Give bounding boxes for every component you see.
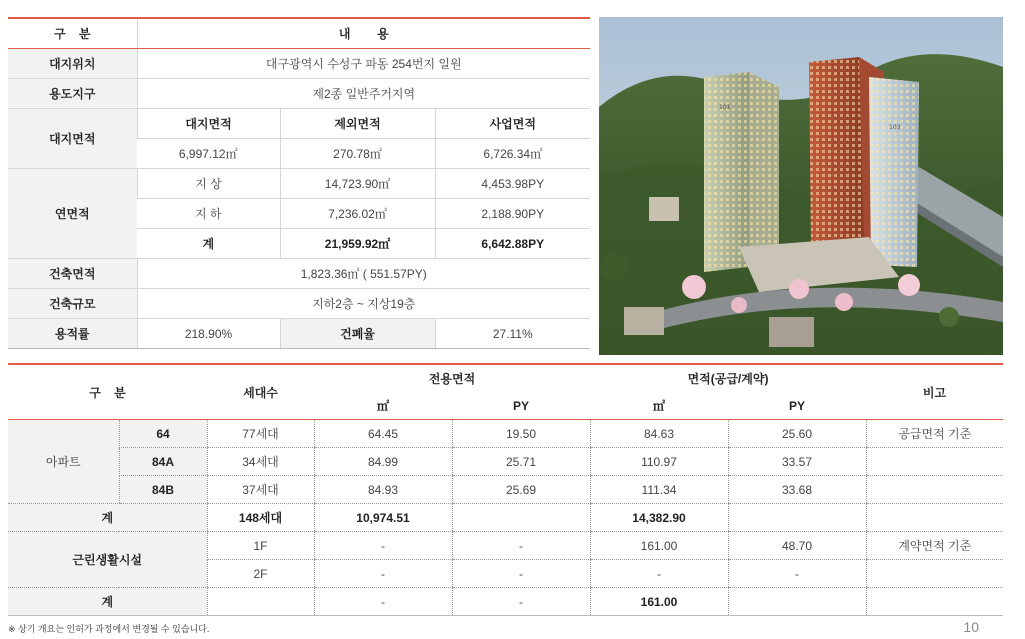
- apt-total-note: [866, 504, 1003, 532]
- gfa-below-sqm: 7,236.02㎡: [280, 199, 435, 229]
- unit-header-ex-py: PY: [452, 392, 590, 420]
- unit-header-row-1: [8, 364, 1003, 392]
- com-total-ex-py: -: [452, 588, 590, 616]
- site-area-header-total: 대지면적: [137, 109, 280, 139]
- label-zoning: 용도지구: [8, 79, 137, 109]
- commercial-total-row: [8, 588, 1003, 616]
- commercial-note: 계약면적 기준: [866, 532, 1003, 560]
- apt-total-ar-sqm: 14,382.90: [590, 504, 728, 532]
- label-bcr: 건폐율: [280, 319, 435, 349]
- overview-header-row: [8, 18, 590, 49]
- gfa-below-name: 지 하: [137, 199, 280, 229]
- apt-total-ex-py: [452, 504, 590, 532]
- unit-header-ar-sqm: ㎡: [590, 392, 728, 420]
- com-total-note: [866, 588, 1003, 616]
- label-far: 용적률: [8, 319, 137, 349]
- apt-total-households: 148세대: [207, 504, 314, 532]
- unit-ex-py: 25.71: [452, 448, 590, 476]
- unit-header-households: 세대수: [207, 364, 314, 420]
- com-total-label: 계: [8, 588, 207, 616]
- commercial-ex-sqm: -: [314, 532, 452, 560]
- commercial-ar-sqm: -: [590, 560, 728, 588]
- unit-header-division: 구 분: [8, 364, 207, 420]
- unit-ex-py: 19.50: [452, 420, 590, 448]
- header-content: 내 용: [137, 18, 590, 49]
- commercial-floor: 2F: [207, 560, 314, 588]
- unit-note: [866, 476, 1003, 504]
- unit-ar-py: 25.60: [728, 420, 866, 448]
- site-area-value-project: 6,726.34㎡: [435, 139, 590, 169]
- unit-ex-sqm: 84.93: [314, 476, 452, 504]
- row-building-scale: [8, 289, 590, 319]
- unit-ar-sqm: 110.97: [590, 448, 728, 476]
- table-row: [8, 448, 1003, 476]
- apartment-total-row: [8, 504, 1003, 532]
- gfa-total-sqm: 21,959.92㎡: [280, 229, 435, 259]
- unit-note: [866, 448, 1003, 476]
- apt-total-ar-py: [728, 504, 866, 532]
- unit-ex-py: 25.69: [452, 476, 590, 504]
- commercial-ex-py: -: [452, 560, 590, 588]
- unit-ar-py: 33.68: [728, 476, 866, 504]
- label-gross-floor-area: 연면적: [8, 169, 137, 259]
- label-site-area: 대지면적: [8, 109, 137, 169]
- label-apartment: 아파트: [8, 420, 119, 504]
- row-gfa-above: [8, 169, 590, 199]
- com-total-ar-py: [728, 588, 866, 616]
- commercial-floor: 1F: [207, 532, 314, 560]
- table-row: [8, 532, 1003, 560]
- value-building-scale: 지하2층 ~ 지상19층: [137, 289, 590, 319]
- gfa-total-py: 6,642.88PY: [435, 229, 590, 259]
- unit-type: 64: [119, 420, 207, 448]
- tower-103-label: 103: [889, 124, 901, 131]
- table-row: [8, 476, 1003, 504]
- unit-ar-sqm: 111.34: [590, 476, 728, 504]
- apt-total-ex-sqm: 10,974.51: [314, 504, 452, 532]
- label-building-scale: 건축규모: [8, 289, 137, 319]
- unit-header-remarks: 비고: [866, 364, 1003, 420]
- value-bcr: 27.11%: [435, 319, 590, 349]
- com-total-households: [207, 588, 314, 616]
- com-total-ar-sqm: 161.00: [590, 588, 728, 616]
- label-building-area: 건축면적: [8, 259, 137, 289]
- unit-type: 84A: [119, 448, 207, 476]
- gfa-above-name: 지 상: [137, 169, 280, 199]
- project-overview-table: [8, 17, 590, 349]
- value-building-area: 1,823.36㎡ ( 551.57PY): [137, 259, 590, 289]
- unit-households: 34세대: [207, 448, 314, 476]
- unit-households: 37세대: [207, 476, 314, 504]
- unit-header-exclusive: 전용면적: [314, 364, 590, 392]
- commercial-ar-sqm: 161.00: [590, 532, 728, 560]
- commercial-ex-sqm: -: [314, 560, 452, 588]
- site-area-value-total: 6,997.12㎡: [137, 139, 280, 169]
- gfa-below-py: 2,188.90PY: [435, 199, 590, 229]
- label-site-location: 대지위치: [8, 49, 137, 79]
- row-far: [8, 319, 590, 349]
- page-number: 10: [963, 619, 979, 635]
- commercial-ar-py: 48.70: [728, 532, 866, 560]
- gfa-above-sqm: 14,723.90㎡: [280, 169, 435, 199]
- row-zoning: [8, 79, 590, 109]
- value-far: 218.90%: [137, 319, 280, 349]
- gfa-above-py: 4,453.98PY: [435, 169, 590, 199]
- unit-ex-sqm: 64.45: [314, 420, 452, 448]
- com-total-ex-sqm: -: [314, 588, 452, 616]
- row-site-location: [8, 49, 590, 79]
- label-commercial: 근린생활시설: [8, 532, 207, 588]
- gfa-total-name: 계: [137, 229, 280, 259]
- unit-note: 공급면적 기준: [866, 420, 1003, 448]
- commercial-ex-py: -: [452, 532, 590, 560]
- apt-total-label: 계: [8, 504, 207, 532]
- apartment-rendering-image: [599, 17, 1003, 355]
- value-zoning: 제2종 일반주거지역: [137, 79, 590, 109]
- site-area-header-project: 사업면적: [435, 109, 590, 139]
- unit-ar-py: 33.57: [728, 448, 866, 476]
- header-division: 구 분: [8, 18, 137, 49]
- footnote: ※ 상기 개요는 인허가 과정에서 변경될 수 있습니다.: [8, 624, 210, 634]
- unit-type: 84B: [119, 476, 207, 504]
- unit-header-ar-py: PY: [728, 392, 866, 420]
- unit-header-ex-sqm: ㎡: [314, 392, 452, 420]
- value-site-location: 대구광역시 수성구 파동 254번지 일원: [137, 49, 590, 79]
- unit-header-area: 면적(공급/계약): [590, 364, 866, 392]
- unit-ex-sqm: 84.99: [314, 448, 452, 476]
- commercial-ar-py: -: [728, 560, 866, 588]
- unit-ar-sqm: 84.63: [590, 420, 728, 448]
- row-building-area: [8, 259, 590, 289]
- site-area-header-excluded: 제외면적: [280, 109, 435, 139]
- site-area-value-excluded: 270.78㎡: [280, 139, 435, 169]
- commercial-note: [866, 560, 1003, 588]
- unit-households: 77세대: [207, 420, 314, 448]
- table-row: [8, 420, 1003, 448]
- unit-area-table: [8, 363, 1003, 616]
- tower-101-label: 101: [719, 104, 731, 111]
- row-site-area-headers: [8, 109, 590, 139]
